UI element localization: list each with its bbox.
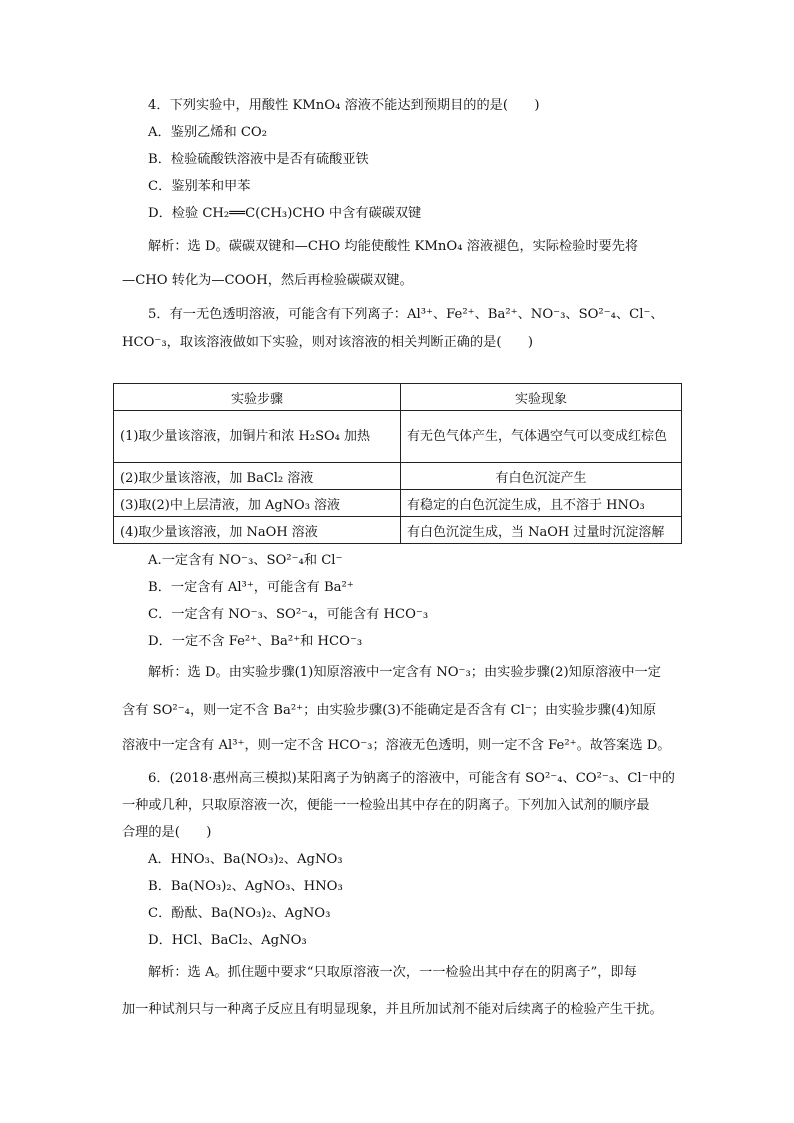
table-cell-step: (1)取少量该溶液，加铜片和浓 H₂SO₄ 加热 [114,411,401,463]
q6-analysis-line-1: 解析：选 A。抓住题中要求“只取原溶液一次，一一检验出其中存在的阴离子”，即每 [148,965,637,980]
q5-stem-line-2: HCO⁻₃，取该溶液做如下实验，则对该溶液的相关判断正确的是( ) [122,335,533,350]
q5-analysis-line-3: 溶液中一定含有 Al³⁺，则一定不含 HCO⁻₃；溶液无色透明，则一定不含 Fe²⁺。故答案选 D。 [122,738,671,753]
q4-option-c: C．鉴别苯和甲苯 [148,179,251,194]
table-row [114,463,682,490]
table-cell-phenomenon: 有白色沉淀产生 [401,463,682,490]
table-header-row [114,384,682,411]
table-cell-phenomenon: 有白色沉淀生成，当 NaOH 过量时沉淀溶解 [401,517,682,544]
table-cell-phenomenon: 有无色气体产生，气体遇空气可以变成红棕色 [401,411,682,463]
q6-stem-line-2: 一种或几种，只取原溶液一次，便能一一检验出其中存在的阴离子。下列加入试剂的顺序最 [122,798,650,813]
experiment-table [113,383,682,544]
q5-analysis-line-2: 含有 SO²⁻₄，则一定不含 Ba²⁺；由实验步骤(3)不能确定是否含有 Cl⁻；由实验步骤(4)知原 [122,703,657,718]
q5-option-a: A.一定含有 NO⁻₃、SO²⁻₄和 Cl⁻ [148,553,343,568]
q6-option-d: D．HCl、BaCl₂、AgNO₃ [148,933,307,948]
table-row [114,411,682,463]
q5-option-c: C．一定含有 NO⁻₃、SO²⁻₄，可能含有 HCO⁻₃ [148,607,429,622]
table-cell-step: (3)取(2)中上层清液，加 AgNO₃ 溶液 [114,490,401,517]
table-row [114,517,682,544]
q5-option-b: B．一定含有 Al³⁺，可能含有 Ba²⁺ [148,580,354,595]
q4-analysis-line-1: 解析：选 D。碳碳双键和—CHO 均能使酸性 KMnO₄ 溶液褪色，实际检验时要先将 [148,239,639,254]
q4-option-d: D．检验 CH₂══C(CH₃)CHO 中含有碳碳双键 [148,206,422,221]
q6-option-c: C．酚酞、Ba(NO₃)₂、AgNO₃ [148,906,331,921]
q4-option-b: B．检验硫酸铁溶液中是否有硫酸亚铁 [148,152,369,167]
table-cell-step: (4)取少量该溶液，加 NaOH 溶液 [114,517,401,544]
table-header-steps: 实验步骤 [114,384,401,411]
table-cell-step: (2)取少量该溶液，加 BaCl₂ 溶液 [114,463,401,490]
q4-stem: 4．下列实验中，用酸性 KMnO₄ 溶液不能达到预期目的的是( ) [148,98,540,113]
table-row [114,490,682,517]
q6-option-b: B．Ba(NO₃)₂、AgNO₃、HNO₃ [148,879,343,894]
q5-stem-line-1: 5．有一无色透明溶液，可能含有下列离子：Al³⁺、Fe²⁺、Ba²⁺、NO⁻₃、SO²⁻₄、Cl⁻、 [148,307,664,322]
q4-analysis-line-2: —CHO 转化为—COOH，然后再检验碳碳双键。 [122,273,413,288]
q6-stem-line-1: 6．(2018·惠州高三模拟)某阳离子为钠离子的溶液中，可能含有 SO²⁻₄、CO²⁻₃、Cl⁻中的 [148,771,675,786]
table-cell-phenomenon: 有稳定的白色沉淀生成，且不溶于 HNO₃ [401,490,682,517]
table-header-phenomena: 实验现象 [401,384,682,411]
q6-stem-line-3: 合理的是( ) [122,825,212,840]
q5-analysis-line-1: 解析：选 D。由实验步骤(1)知原溶液中一定含有 NO⁻₃；由实验步骤(2)知原溶液中一定 [148,665,661,680]
q5-option-d: D．一定不含 Fe²⁺、Ba²⁺和 HCO⁻₃ [148,634,363,649]
q6-option-a: A．HNO₃、Ba(NO₃)₂、AgNO₃ [148,852,343,867]
q6-analysis-line-2: 加一种试剂只与一种离子反应且有明显现象，并且所加试剂不能对后续离子的检验产生干扰。 [122,1002,663,1017]
q4-option-a: A．鉴别乙烯和 CO₂ [148,125,268,140]
